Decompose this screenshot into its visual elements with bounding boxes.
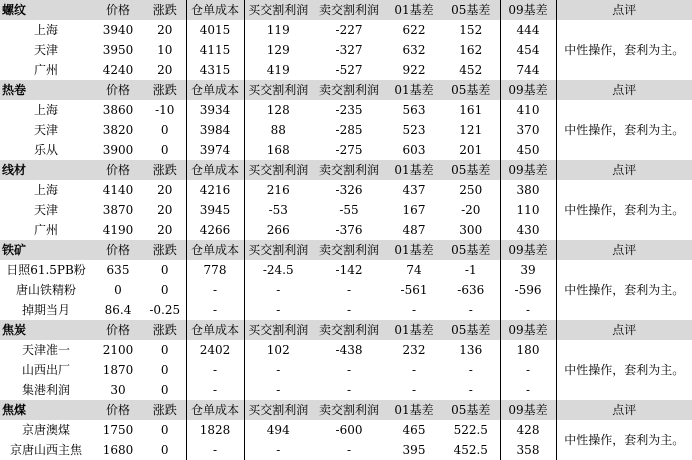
- column-header: 仓单成本: [186, 400, 244, 420]
- value-cell: 3860: [102, 103, 134, 117]
- value-cell: 20: [144, 20, 186, 40]
- value-cell: 0: [114, 283, 122, 297]
- table-row: [0, 340, 692, 360]
- value-cell: 395: [402, 443, 426, 457]
- value-cell: -: [244, 380, 312, 400]
- value-cell: -53: [244, 200, 312, 220]
- value-cell: -: [346, 303, 352, 317]
- value-cell: 465: [402, 423, 426, 437]
- section-header-row: [0, 240, 692, 260]
- value-cell: -: [244, 360, 312, 380]
- value-cell: 632: [402, 43, 426, 57]
- column-header-comment: 点评: [556, 400, 692, 420]
- value-cell: 1680: [102, 443, 134, 457]
- value-cell: 129: [244, 40, 312, 60]
- value-cell: 119: [244, 20, 312, 40]
- value-cell: 419: [244, 60, 312, 80]
- location-cell: 上海: [33, 183, 58, 197]
- column-header: 价格: [92, 160, 144, 180]
- comment-cell: 中性操作，套利为主。: [556, 260, 692, 320]
- value-cell: 201: [459, 143, 483, 157]
- location-cell: 天津: [33, 203, 58, 217]
- column-header: 涨跌: [144, 160, 186, 180]
- column-header: 买交割利润: [244, 0, 312, 20]
- section-title: 铁矿: [0, 240, 92, 260]
- column-header: 05基差: [442, 80, 500, 100]
- value-cell: 4015: [199, 23, 231, 37]
- value-cell: 2100: [102, 343, 134, 357]
- value-cell: 20: [144, 180, 186, 200]
- comment-cell: 中性操作，套利为主。: [556, 20, 692, 80]
- column-header: 买交割利润: [244, 240, 312, 260]
- value-cell: -: [500, 300, 556, 320]
- value-cell: 74: [406, 263, 422, 277]
- value-cell: 444: [500, 20, 556, 40]
- value-cell: 428: [500, 420, 556, 440]
- location-cell: 京唐澳煤: [21, 423, 70, 437]
- value-cell: 622: [402, 23, 426, 37]
- value-cell: 161: [459, 103, 483, 117]
- column-header: 卖交割利润: [312, 320, 386, 340]
- section-header-row: [0, 400, 692, 420]
- value-cell: 454: [500, 40, 556, 60]
- column-header: 01基差: [386, 80, 442, 100]
- column-header: 价格: [92, 240, 144, 260]
- column-header: 涨跌: [144, 400, 186, 420]
- column-header: 01基差: [386, 160, 442, 180]
- column-header: 涨跌: [144, 0, 186, 20]
- value-cell: 152: [459, 23, 483, 37]
- value-cell: -: [411, 303, 417, 317]
- value-cell: 3900: [102, 143, 134, 157]
- value-cell: 370: [500, 120, 556, 140]
- value-cell: 4216: [199, 183, 231, 197]
- column-header: 仓单成本: [186, 240, 244, 260]
- value-cell: 20: [144, 60, 186, 80]
- column-header-comment: 点评: [556, 320, 692, 340]
- column-header-comment: 点评: [556, 160, 692, 180]
- value-cell: 603: [402, 143, 426, 157]
- value-cell: -0.25: [144, 300, 186, 320]
- column-header: 仓单成本: [186, 0, 244, 20]
- value-cell: 922: [402, 63, 426, 77]
- column-header: 05基差: [442, 400, 500, 420]
- value-cell: 128: [244, 100, 312, 120]
- value-cell: 2402: [199, 343, 231, 357]
- value-cell: 1828: [199, 423, 231, 437]
- column-header: 05基差: [442, 240, 500, 260]
- value-cell: 162: [459, 43, 483, 57]
- value-cell: -: [346, 443, 352, 457]
- value-cell: -: [212, 443, 218, 457]
- location-cell: 天津: [33, 43, 58, 57]
- value-cell: 4266: [199, 223, 231, 237]
- column-header: 仓单成本: [186, 320, 244, 340]
- value-cell: 437: [402, 183, 426, 197]
- value-cell: -561: [400, 283, 428, 297]
- location-cell: 广州: [33, 63, 58, 77]
- value-cell: -: [500, 360, 556, 380]
- column-header: 09基差: [500, 160, 556, 180]
- column-header: 涨跌: [144, 320, 186, 340]
- value-cell: 20: [144, 220, 186, 240]
- value-cell: 167: [402, 203, 426, 217]
- table-row: [0, 420, 692, 440]
- column-header: 卖交割利润: [312, 80, 386, 100]
- location-cell: 上海: [33, 103, 58, 117]
- value-cell: 410: [500, 100, 556, 120]
- value-cell: 450: [500, 140, 556, 160]
- value-cell: 3934: [199, 103, 231, 117]
- value-cell: -142: [335, 263, 363, 277]
- column-header: 涨跌: [144, 80, 186, 100]
- table-row: [0, 20, 692, 40]
- column-header: 卖交割利润: [312, 240, 386, 260]
- column-header: 价格: [92, 400, 144, 420]
- value-cell: 430: [500, 220, 556, 240]
- value-cell: -326: [335, 183, 363, 197]
- comment-cell: 中性操作，套利为主。: [556, 340, 692, 400]
- location-cell: 乐从: [33, 143, 58, 157]
- column-header: 价格: [92, 0, 144, 20]
- value-cell: -: [346, 283, 352, 297]
- value-cell: 0: [144, 360, 186, 380]
- value-cell: 0: [144, 280, 186, 300]
- value-cell: 88: [244, 120, 312, 140]
- value-cell: 216: [244, 180, 312, 200]
- value-cell: 358: [500, 440, 556, 460]
- location-cell: 京唐山西主焦: [9, 443, 82, 457]
- value-cell: -: [244, 280, 312, 300]
- value-cell: -636: [457, 283, 485, 297]
- column-header: 买交割利润: [244, 80, 312, 100]
- value-cell: 3984: [199, 123, 231, 137]
- value-cell: 300: [459, 223, 483, 237]
- value-cell: 0: [144, 420, 186, 440]
- comment-cell: 中性操作，套利为主。: [556, 100, 692, 160]
- value-cell: 102: [244, 340, 312, 360]
- section-header-row: [0, 80, 692, 100]
- column-header: 01基差: [386, 0, 442, 20]
- column-header: 仓单成本: [186, 160, 244, 180]
- value-cell: 0: [144, 120, 186, 140]
- value-cell: -: [212, 363, 218, 377]
- comment-cell: 中性操作，套利为主。: [556, 420, 692, 460]
- value-cell: 136: [459, 343, 483, 357]
- value-cell: -: [212, 283, 218, 297]
- location-cell: 广州: [33, 223, 58, 237]
- value-cell: 3950: [102, 43, 134, 57]
- section-header-row: [0, 160, 692, 180]
- column-header: 01基差: [386, 400, 442, 420]
- value-cell: -: [346, 363, 352, 377]
- value-cell: -527: [335, 63, 363, 77]
- value-cell: 522.5: [453, 423, 488, 437]
- value-cell: 0: [144, 440, 186, 460]
- section-title: 热卷: [0, 80, 92, 100]
- value-cell: 563: [402, 103, 426, 117]
- column-header: 09基差: [500, 80, 556, 100]
- value-cell: 523: [402, 123, 426, 137]
- value-cell: -596: [500, 280, 556, 300]
- value-cell: -: [411, 383, 417, 397]
- column-header: 05基差: [442, 160, 500, 180]
- location-cell: 山西出厂: [21, 363, 70, 377]
- value-cell: 0: [144, 380, 186, 400]
- value-cell: -: [500, 380, 556, 400]
- value-cell: 4315: [199, 63, 231, 77]
- value-cell: -: [244, 300, 312, 320]
- value-cell: -275: [335, 143, 363, 157]
- value-cell: -: [468, 363, 473, 377]
- value-cell: 744: [500, 60, 556, 80]
- value-cell: -227: [335, 23, 363, 37]
- value-cell: 168: [244, 140, 312, 160]
- value-cell: -10: [144, 100, 186, 120]
- value-cell: 0: [144, 260, 186, 280]
- value-cell: 3945: [199, 203, 231, 217]
- value-cell: 380: [500, 180, 556, 200]
- value-cell: 635: [106, 263, 130, 277]
- section-title: 焦炭: [0, 320, 92, 340]
- value-cell: 4190: [102, 223, 134, 237]
- value-cell: -55: [339, 203, 359, 217]
- section-header-row: [0, 320, 692, 340]
- value-cell: -327: [335, 43, 363, 57]
- value-cell: 86.4: [104, 303, 132, 317]
- value-cell: 3820: [102, 123, 134, 137]
- comment-cell: 中性操作，套利为主。: [556, 180, 692, 240]
- value-cell: -438: [335, 343, 363, 357]
- table-row: [0, 180, 692, 200]
- column-header: 01基差: [386, 320, 442, 340]
- column-header: 09基差: [500, 0, 556, 20]
- column-header: 05基差: [442, 0, 500, 20]
- section-title: 焦煤: [0, 400, 92, 420]
- value-cell: 10: [144, 40, 186, 60]
- table-row: [0, 100, 692, 120]
- column-header-comment: 点评: [556, 240, 692, 260]
- value-cell: -: [411, 363, 417, 377]
- location-cell: 掉期当月: [21, 303, 70, 317]
- value-cell: 4240: [102, 63, 134, 77]
- value-cell: 232: [402, 343, 426, 357]
- column-header: 卖交割利润: [312, 400, 386, 420]
- table-row: [0, 260, 692, 280]
- value-cell: -: [346, 383, 352, 397]
- column-header: 买交割利润: [244, 400, 312, 420]
- value-cell: 0: [144, 140, 186, 160]
- value-cell: 4115: [199, 43, 231, 57]
- value-cell: -: [212, 383, 218, 397]
- location-cell: 唐山铁精粉: [15, 283, 76, 297]
- section-title: 线材: [0, 160, 92, 180]
- value-cell: -24.5: [244, 260, 312, 280]
- column-header: 09基差: [500, 320, 556, 340]
- column-header: 01基差: [386, 240, 442, 260]
- value-cell: 266: [244, 220, 312, 240]
- column-header: 卖交割利润: [312, 0, 386, 20]
- column-header: 涨跌: [144, 240, 186, 260]
- value-cell: -: [468, 303, 473, 317]
- value-cell: 0: [144, 340, 186, 360]
- column-header-comment: 点评: [556, 0, 692, 20]
- column-header: 09基差: [500, 240, 556, 260]
- location-cell: 上海: [33, 23, 58, 37]
- value-cell: 452.5: [453, 443, 488, 457]
- value-cell: 4140: [102, 183, 134, 197]
- column-header-comment: 点评: [556, 80, 692, 100]
- value-cell: 1870: [102, 363, 134, 377]
- value-cell: -: [212, 303, 218, 317]
- value-cell: 121: [459, 123, 483, 137]
- section-title: 螺纹: [0, 0, 92, 20]
- value-cell: 1750: [102, 423, 134, 437]
- column-header: 买交割利润: [244, 320, 312, 340]
- column-header: 09基差: [500, 400, 556, 420]
- value-cell: 3940: [102, 23, 134, 37]
- value-cell: -: [244, 440, 312, 460]
- value-cell: -285: [335, 123, 363, 137]
- value-cell: 180: [500, 340, 556, 360]
- value-cell: -20: [461, 203, 481, 217]
- column-header: 买交割利润: [244, 160, 312, 180]
- value-cell: 452: [459, 63, 483, 77]
- value-cell: -600: [335, 423, 363, 437]
- value-cell: -: [468, 383, 473, 397]
- column-header: 价格: [92, 80, 144, 100]
- column-header: 价格: [92, 320, 144, 340]
- value-cell: -1: [464, 263, 477, 277]
- value-cell: 20: [144, 200, 186, 220]
- column-header: 05基差: [442, 320, 500, 340]
- value-cell: 110: [500, 200, 556, 220]
- location-cell: 集港利润: [21, 383, 70, 397]
- value-cell: 487: [402, 223, 426, 237]
- section-header-row: [0, 0, 692, 20]
- location-cell: 天津准一: [21, 343, 70, 357]
- value-cell: 39: [500, 260, 556, 280]
- location-cell: 日照61.5PB粉: [6, 263, 86, 277]
- value-cell: 494: [244, 420, 312, 440]
- value-cell: 778: [203, 263, 227, 277]
- column-header: 仓单成本: [186, 80, 244, 100]
- value-cell: 3870: [102, 203, 134, 217]
- value-cell: 250: [459, 183, 483, 197]
- value-cell: 30: [110, 383, 126, 397]
- value-cell: -235: [335, 103, 363, 117]
- location-cell: 天津: [33, 123, 58, 137]
- column-header: 卖交割利润: [312, 160, 386, 180]
- value-cell: 3974: [199, 143, 231, 157]
- value-cell: -376: [335, 223, 363, 237]
